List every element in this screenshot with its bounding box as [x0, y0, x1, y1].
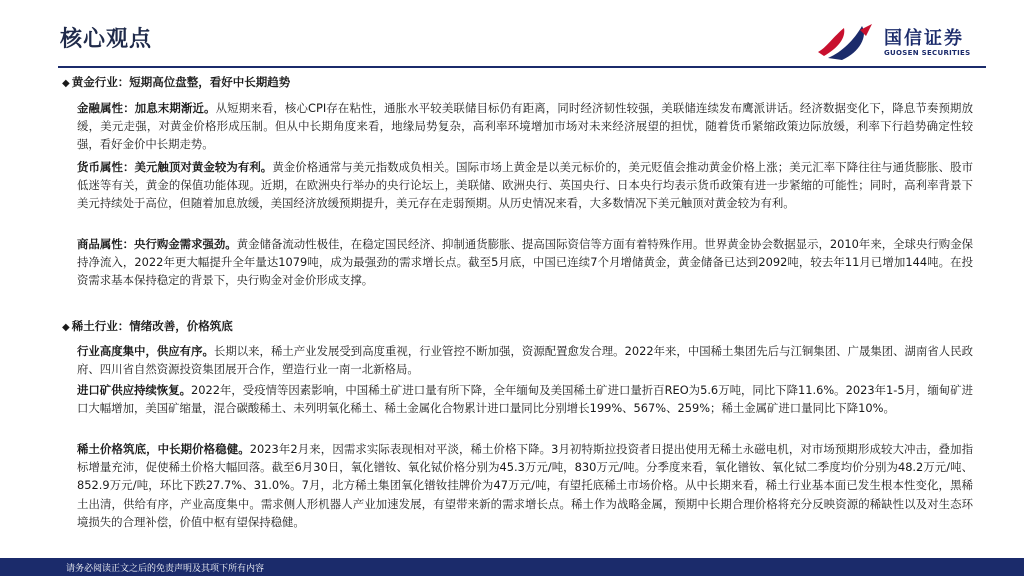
gold-financial-lead: 金融属性：加息末期渐近。 — [77, 101, 216, 115]
guosen-logo — [816, 22, 986, 62]
diamond-bullet-icon: ◆ — [62, 78, 70, 89]
guosen-logo-icon — [816, 22, 876, 62]
footer-bar — [0, 558, 1024, 576]
gold-commodity-body: 黄金储备流动性极佳，在稳定国民经济、抑制通货膨胀、提高国际资信等方面有着特殊作用。世界黄金协会数据显示，2010年来，全球央行购金保持净流入，2022年更大幅提升全年量达1079吨，成为最强劲的需求增长点。截至5月底，中国已连续7个月增储黄金，黄金储备已达到2092吨，较去年11月已增加144吨。在投资需求基本保持稳定的背景下，央行购金对金价形成支撑。 — [77, 237, 973, 288]
gold-commodity-lead: 商品属性：央行购金需求强劲。 — [77, 237, 237, 251]
gold-currency-paragraph — [77, 158, 973, 213]
gold-commodity-paragraph — [77, 235, 973, 290]
gold-currency-lead: 货币属性：美元触顶对黄金较为有利。 — [77, 160, 273, 174]
rare-earth-concentration-lead: 行业高度集中，供应有序。 — [77, 344, 214, 358]
gold-heading-text: 黄金行业：短期高位盘整，看好中长期趋势 — [71, 75, 291, 89]
logo-chinese-name: 国信证券 — [884, 28, 964, 49]
rare-earth-concentration-body: 长期以来，稀土产业发展受到高度重视，行业管控不断加强，资源配置愈发合理。2022年来，中国稀土集团先后与江铜集团、广晟集团、湖南省人民政府、四川省自然资源投资集团展开合作，塑造行业一南一北新格局。 — [77, 344, 973, 377]
footer-disclaimer: 请务必阅读正文之后的免责声明及其项下所有内容 — [66, 564, 265, 574]
gold-section-heading — [62, 74, 290, 90]
gold-currency-body: 黄金价格通常与美元指数成负相关。国际市场上黄金是以美元标价的，美元贬值会推动黄金价格上涨；美元汇率下降往往与通货膨胀、股市低迷等有关，黄金的保值功能体现。近期，在欧洲央行举办的央行论坛上，美联储、欧洲央行、英国央行、日本央行均表示货币政策有进一步紧缩的可能性；同时，高利率背景下美元持续处于高位，但随着加息放缓，美国经济放缓预期提升，美元存在走弱预期。从历史情况来看，大多数情况下美元触顶对黄金较为有利。 — [77, 160, 973, 211]
rare-earth-import-lead: 进口矿供应持续恢复。 — [77, 383, 191, 397]
diamond-bullet-icon: ◆ — [62, 322, 70, 333]
rare-earth-price-lead: 稀土价格筑底，中长期价格稳健。 — [77, 442, 250, 456]
page-title: 核心观点 — [60, 27, 153, 52]
logo-english-name: GUOSEN SECURITIES — [884, 49, 971, 57]
header-divider — [58, 66, 986, 68]
gold-financial-body: 从短期来看，核心CPI存在粘性，通胀水平较美联储目标仍有距离，同时经济韧性较强，美联储连续发布鹰派讲话。经济数据变化下，降息节奏预期放缓，美元走强，对黄金价格形成压制。但从中长期角度来看，地缘局势复杂，高利率环境增加市场对未来经济展望的担忧，随着货币紧缩政策边际放缓，利率下行趋势确定性较强，看好金价中长期走势。 — [77, 101, 973, 152]
rare-earth-price-paragraph — [77, 440, 973, 531]
rare-earth-concentration-paragraph — [77, 342, 973, 378]
gold-financial-paragraph — [77, 99, 973, 154]
rare-earth-price-body: 2023年2月来，因需求实际表现相对平淡，稀土价格下降。3月初特斯拉投资者日提出使用无稀土永磁电机，对市场预期形成较大冲击，叠加指标增量充沛，促使稀土价格大幅回落。截至6月30日，氧化镨钕、氧化铽价格分别为45.3万元/吨，830万元/吨。分季度来看，氧化镨钕、氧化铽二季度均价分别为48.2万元/吨、852.9万元/吨，环比下跌27.7%、31.0%。7月，北方稀土集团氧化镨钕挂牌价为47万元/吨，有望托底稀土市场价格。从中长期来看，稀土行业基本面已发生根本性变化，黑稀土出清，供给有序，产业高度集中。需求侧人形机器人产业加速发展，有望带来新的需求增长点。稀土作为战略金属，预期中长期合理价格将充分反映资源的稀缺性以及对生态环境损失的合理补偿，价值中枢有望保持稳健。 — [77, 442, 973, 529]
rare-earth-import-body: 2022年，受疫情等因素影响，中国稀土矿进口量有所下降，全年缅甸及美国稀土矿进口量折百REO为5.6万吨，同比下降11.6%。2023年1-5月，缅甸矿进口大幅增加，美国矿缩量，混合碳酸稀土、未列明氧化稀土、稀土金属化合物累计进口量同比分别增长199%、567%、259%；稀土金属矿进口量同比下降10%。 — [77, 383, 973, 416]
rare-earth-heading-text: 稀土行业：情绪改善，价格筑底 — [71, 319, 233, 333]
rare-earth-section-heading — [62, 318, 233, 334]
page-header — [0, 0, 1024, 64]
rare-earth-import-paragraph — [77, 381, 973, 417]
